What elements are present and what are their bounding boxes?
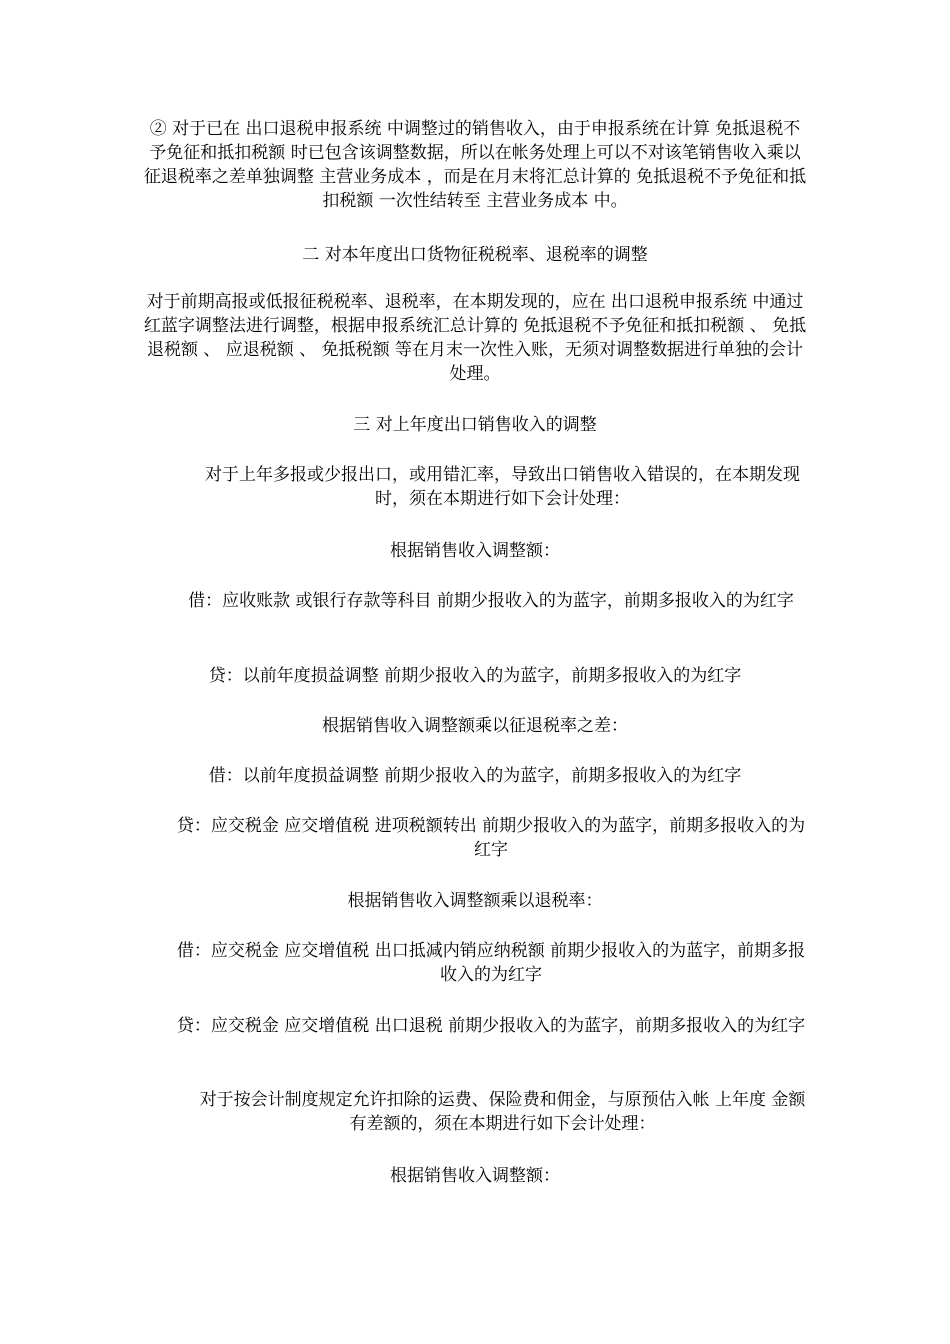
paragraph-tax-rate-adjustment: 对于前期高报或低报征税税率、退税率，在本期发现的，应在 出口退税申报系统 中通过红蓝字调整法进行调整，根据申报系统汇总计算的 免抵退税不予免征和抵扣税额 、 免抵退税额 、 应退税额 、 免抵税额 等在月末一次性入账，无须对调整数据进行单独的会计处理。 bbox=[143, 292, 807, 384]
journal-entry-credit-prior-year: 贷：以前年度损益调整 前期少报收入的为蓝字，前期多报收入的为红字 bbox=[208, 666, 742, 686]
entry-intro-rebate-rate: 根据销售收入调整额乘以退税率： bbox=[347, 891, 603, 911]
entry-intro-revenue-adjustment: 根据销售收入调整额： bbox=[390, 541, 560, 561]
paragraph-prior-year-revenue: 对于上年多报或少报出口，或用错汇率，导致出口销售收入错误的，在本期发现时，须在本期进行如下会计处理： bbox=[205, 465, 800, 509]
paragraph-freight-insurance-commission: 对于按会计制度规定允许扣除的运费、保险费和佣金，与原预估入帐 上年度 金额有差额的，须在本期进行如下会计处理： bbox=[199, 1090, 806, 1134]
journal-entry-debit-receivable: 借：应收账款 或银行存款等科目 前期少报收入的为蓝字，前期多报收入的为红字 bbox=[188, 591, 794, 611]
section-heading-2: 二 对本年度出口货物征税税率、退税率的调整 bbox=[302, 245, 648, 265]
journal-entry-debit-prior-year: 借：以前年度损益调整 前期少报收入的为蓝字，前期多报收入的为红字 bbox=[208, 766, 742, 786]
entry-intro-revenue-adjustment-2: 根据销售收入调整额： bbox=[390, 1166, 560, 1186]
journal-entry-credit-export-rebate: 贷：应交税金 应交增值税 出口退税 前期少报收入的为蓝字，前期多报收入的为红字 bbox=[176, 1016, 806, 1036]
journal-entry-debit-export-offset: 借：应交税金 应交增值税 出口抵减内销应纳税额 前期少报收入的为蓝字，前期多报收入的为红字 bbox=[176, 941, 806, 985]
journal-entry-credit-input-tax: 贷：应交税金 应交增值税 进项税额转出 前期少报收入的为蓝字，前期多报收入的为红字 bbox=[176, 816, 806, 860]
paragraph-export-rebate-adjustment: ② 对于已在 出口退税申报系统 中调整过的销售收入，由于申报系统在计算 免抵退税不予免征和抵扣税额 时已包含该调整数据，所以在帐务处理上可以不对该笔销售收入乘以征退税率之差单独调整 主营业务成本 ，而是在月末将汇总计算的 免抵退税不予免征和抵扣税额 一次性结转至 主营业务成本 中。 bbox=[143, 119, 807, 211]
section-heading-3: 三 对上年度出口销售收入的调整 bbox=[353, 415, 597, 435]
entry-intro-rate-difference: 根据销售收入调整额乘以征退税率之差： bbox=[322, 716, 628, 736]
